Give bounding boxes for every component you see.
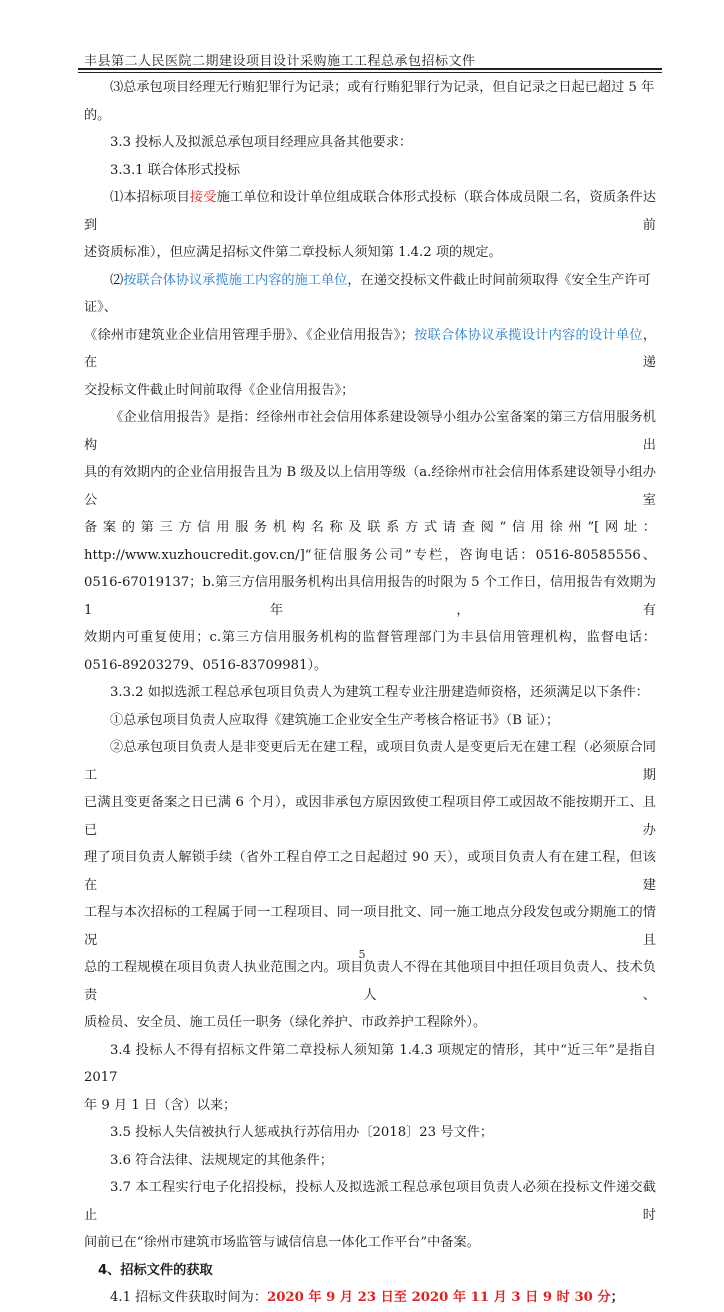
paragraph-3-4: 3.4 投标人不得有招标文件第二章投标人须知第 1.4.3 项规定的情形，其中“近三年”是指自 2017 年 9 月 1 日（含）以来；: [84, 1042, 656, 1113]
acquisition-time-highlight: 2020 年 9 月 23 日至 2020 年 11 月 3 日 9 时 30 分: [267, 1290, 611, 1305]
header-rule-thick: [78, 68, 662, 70]
paragraph-3-7: 3.7 本工程实行电子化招投标，投标人及拟选派工程总承包项目负责人必须在投标文件递交截止时 间前已在“徐州市建筑市场监管与诚信信息一体化工作平台”中备案。: [84, 1180, 656, 1250]
section-heading-4: 4、招标文件的获取: [98, 1262, 213, 1278]
paragraph-credit-report: 《企业信用报告》是指：经徐州市社会信用体系建设领导小组办公室备案的第三方信用服务机构出 具的有效期内的企业信用报告且为 B 级及以上信用等级（a.经徐州市社会信用体系建设领导小组办公室 备案的第三方信用服务机构名称及联系方式请查阅“信用徐州”[网址： http://www.xuzhoucredit.gov.cn/]“征信服务公司”专栏，咨询电话：0516-80585556、 0516-67019137；b.第三方信用服务机构出具信用报告的时限为 5 个工作日，信用报告有效期为 1 年，有 效期内可重复使用；c.第三方信用服务机构的监督管理部门为丰县信用管理机构，监督电话： 0516-89203279、0516-83709981）。: [84, 410, 656, 673]
paragraph-3-3-2: 3.3.2 如拟选派工程总承包项目负责人为建筑工程专业注册建造师资格，还须满足以下条件：: [110, 685, 649, 700]
page-header: 丰县第二人民医院二期建设项目设计采购施工工程总承包招标文件: [84, 54, 476, 69]
page-number: 5: [358, 948, 366, 961]
paragraph-4-1: 4.1 招标文件获取时间为：2020 年 9 月 23 日至 2020 年 11 月 3 日 9 时 30 分；: [110, 1290, 624, 1305]
design-unit-highlight: 按联合体协议承揽设计内容的设计单位: [413, 327, 643, 343]
paragraph-consortium-2: ⑵按联合体协议承揽施工内容的施工单位，在递交投标文件截止时间前须取得《安全生产许可证》、 《徐州市建筑业企业信用管理手册》、《企业信用报告》；按联合体协议承揽设计内容的设计单位，在递 交投标文件截止时间前取得《企业信用报告》；: [84, 272, 657, 398]
document-body: [84, 74, 656, 1312]
paragraph-no-ongoing-projects: ②总承包项目负责人是非变更后无在建工程，或项目负责人是变更后无在建工程（必须原合同工期 已满且变更备案之日已满 6 个月），或因非承包方原因致使工程项目停工或因故不能按期开工、且已办 理了项目负责人解锁手续（省外工程自停工之日起超过 90 天），或项目负责人有在建工程，但该在建 工程与本次招标的工程属于同一工程项目、同一项目批文、同一施工地点分段发包或分期施工的情况且 总的工程规模在项目负责人执业范围之内。项目负责人不得在其他项目中担任项目负责人、技术负责人、 质检员、安全员、施工员任一职务（绿化养护、市政养护工程除外）。: [84, 740, 656, 1030]
paragraph-3-3-1: 3.3.1 联合体形式投标: [110, 162, 241, 178]
paragraph-safety-certificate: ①总承包项目负责人应取得《建筑施工企业安全生产考核合格证书》（B 证）；: [110, 712, 560, 728]
construction-unit-highlight: 按联合体协议承揽施工内容的施工单位: [123, 272, 348, 288]
paragraph-3-3: 3.3 投标人及拟派总承包项目经理应具备其他要求：: [110, 135, 413, 150]
header-rule-thin: [78, 72, 662, 73]
paragraph-3-6: 3.6 符合法律、法规规定的其他条件；: [110, 1152, 333, 1168]
paragraph-project-manager-record: ⑶总承包项目经理无行贿犯罪行为记录；或有行贿犯罪行为记录，但自记录之日起已超过 5 年的。: [84, 80, 655, 123]
paragraph-3-5: 3.5 投标人失信被执行人惩戒执行苏信用办〔2018〕23 号文件；: [110, 1125, 494, 1140]
paragraph-consortium-1: ⑴本招标项目接受施工单位和设计单位组成联合体形式投标（联合体成员限二名，资质条件达到前 述资质标准），但应满足招标文件第二章投标人须知第 1.4.2 项的规定。: [84, 190, 656, 260]
accept-highlight: 接受: [189, 190, 217, 205]
